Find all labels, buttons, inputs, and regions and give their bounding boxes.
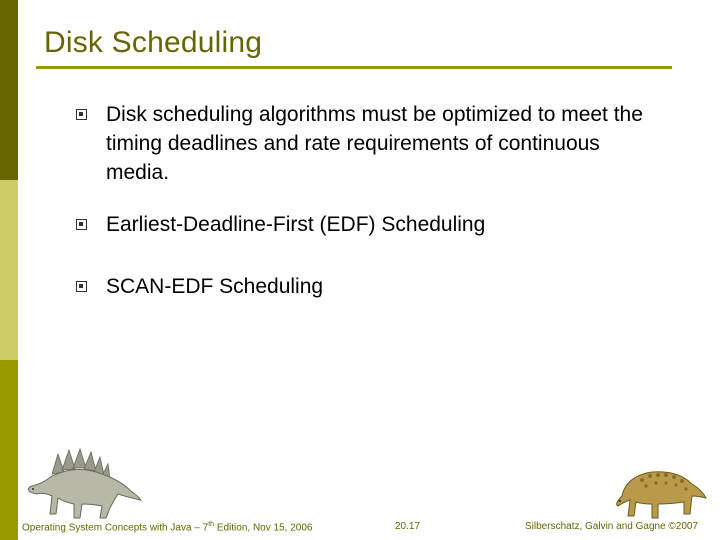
- bullet-marker-icon: [76, 109, 87, 120]
- bullet-item: [76, 100, 656, 187]
- bullet-text: Earliest-Deadline-First (EDF) Scheduling: [106, 213, 486, 236]
- title-underline: [36, 66, 672, 69]
- bullet-marker-icon: [76, 281, 87, 292]
- bullet-list: [76, 100, 656, 301]
- footer-copyright: Silberschatz, Galvin and Gagne ©2007: [525, 521, 699, 532]
- slide-title: Disk Scheduling: [44, 26, 263, 59]
- bullet-item: [76, 272, 656, 301]
- bullet-marker-icon: [76, 219, 87, 230]
- bullet-item: [76, 210, 656, 239]
- side-bar-bottom: [0, 360, 18, 540]
- bullet-text: SCAN-EDF Scheduling: [106, 275, 324, 298]
- stegosaurus-icon: [22, 448, 142, 520]
- side-bar-top: [0, 0, 18, 180]
- footer-book-title: Operating System Concepts with Java – 7th Edition, Nov 15, 2006: [22, 521, 313, 534]
- footer-page-number: 20.17: [395, 521, 421, 532]
- side-bar-middle: [0, 180, 18, 360]
- ankylosaurus-icon: [612, 462, 710, 524]
- bullet-text: Disk scheduling algorithms must be optimized to meet the timing deadlines and rate requirements of continuous media.: [106, 103, 643, 184]
